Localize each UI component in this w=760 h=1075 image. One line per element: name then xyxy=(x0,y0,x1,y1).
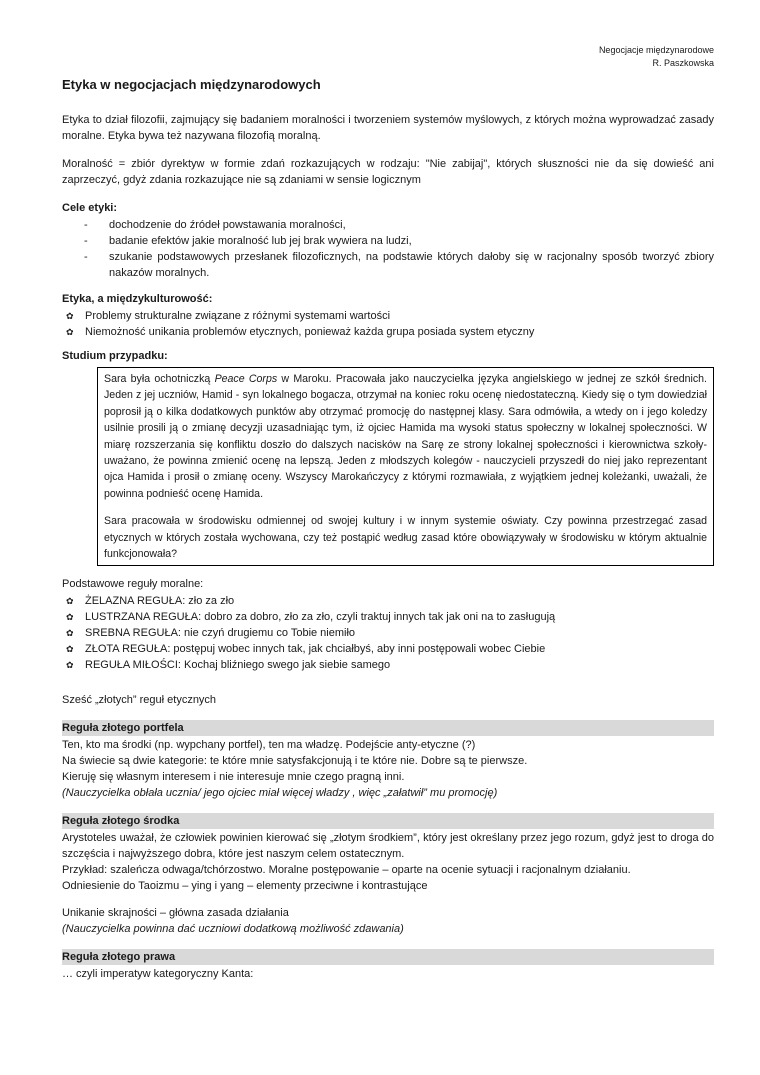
intro-paragraph: Etyka to dział filozofii, zajmujący się badaniem moralności i tworzeniem systemów myślowych, z których można wyprowadzać zasady moralne. Etyka bywa też nazywana filozofią moralną. xyxy=(62,114,714,142)
bullet-icon: ✿ xyxy=(66,628,74,639)
portfel-line: Kieruję się własnym interesem i nie interesuje mnie czego pragną inni. xyxy=(62,771,405,784)
header-course: Negocjacje międzynarodowe xyxy=(598,45,714,55)
portfel-line: Na świecie są dwie kategorie: te które mnie satysfakcjonują i te które nie. Dobre są te pierwsze. xyxy=(62,755,528,768)
morality-paragraph: Moralność = zbiór dyrektyw w formie zdań rozkazujących w rodzaju: "Nie zabijaj", których słuszności nie da się dowieść ani zaprzeczyć, gdyż zdania rozkazujące nie są zdaniami w sensie logicznym xyxy=(62,158,714,186)
bullet-icon: ✿ xyxy=(66,596,74,607)
page-header xyxy=(62,44,714,70)
bullet-icon: ✿ xyxy=(66,644,74,655)
list-item: - dochodzenie do źródeł powstawania moralności, xyxy=(84,219,346,231)
goals-heading: Cele etyki: xyxy=(62,202,118,214)
list-item: ✿ ŻELAZNA REGUŁA: zło za zło xyxy=(66,595,235,608)
portfel-line: Ten, kto ma środki (np. wypchany portfel), ten ma władzę. Podejście anty-etyczne (?) xyxy=(62,739,476,752)
rules-heading: Podstawowe reguły moralne: xyxy=(62,578,204,591)
srodek-example: Przykład: szaleńcza odwaga/tchórzostwo. Moralne postępowanie – oparte na ocenie sytuacji i racjonalnym działaniu. xyxy=(62,864,631,877)
document-title: Etyka w negocjacjach międzynarodowych xyxy=(62,77,321,92)
list-item: - szukanie podstawowych przesłanek filozoficznych, na podstawie których dałoby się w racjonalny sposób tworzyć zbiory nakazów moralnych. xyxy=(84,251,714,279)
list-item: ✿ Problemy strukturalne związane z różnymi systemami wartości xyxy=(66,310,391,322)
case-study-box xyxy=(97,367,714,566)
srodek-avoid: Unikanie skrajności – główna zasada działania xyxy=(62,907,289,920)
bullet-icon: ✿ xyxy=(66,660,74,671)
intercultural-heading: Etyka, a międzykulturowość: xyxy=(62,293,213,305)
intercultural-list xyxy=(62,308,714,340)
list-item: ✿ SREBNA REGUŁA: nie czyń drugiemu co Tobie niemiło xyxy=(66,627,356,640)
portfel-section-title: Reguła złotego portfela xyxy=(62,720,714,736)
document-page xyxy=(62,44,714,982)
rules-list xyxy=(62,593,714,673)
goals-list xyxy=(62,217,714,281)
bullet-icon: ✿ xyxy=(66,612,74,623)
bullet-icon: ✿ xyxy=(66,327,74,337)
srodek-note: (Nauczycielka powinna dać uczniowi dodatkową możliwość zdawania) xyxy=(62,923,404,936)
prawo-text: … czyli imperatyw kategoryczny Kanta: xyxy=(62,968,254,981)
header-author: R. Paszkowska xyxy=(652,58,714,68)
case-study-paragraph-2: Sara pracowała w środowisku odmiennej od swojej kultury i w innym systemie oświaty. Czy powinna przestrzegać zasad etycznych w których została wychowana, czy też postąpić według zasad które obowiązywały w środowisku w którym aktualnie funkcjonowała? xyxy=(104,515,707,561)
prawo-section-title: Reguła złotego prawa xyxy=(62,949,714,965)
list-item: ✿ LUSTRZANA REGUŁA: dobro za dobro, zło za zło, czyli traktuj innych tak jak oni na to zasługują xyxy=(66,611,556,624)
case-study-heading: Studium przypadku: xyxy=(62,350,168,362)
case-study-paragraph-1: Sara była ochotniczką Peace Corps w Maroku. Pracowała jako nauczycielka języka angielskiego w jednej ze szkół średnich. Jeden z jej uczniów, Hamid - syn lokalnego bogacza, otrzymał na koniec roku ocenę niedostateczną. Kiedy się o tym dowiedział poprosił ją o kilka dodatkowych punktów aby otrzymać promocję do następnej klasy. Sara odmówiła, a wtedy on i jego koledzy usilnie prosili ją o zmianę decyzji uzasadniając tym, iż ojciec Hamida ma wysoki status społeczny w lokalnej społeczności. W miarę rozszerzania się konfliktu doszło do dalszych nacisków na Sarę ze strony lokalnej społeczności i kierownictwa szkoły- uważano, że powinna zmienić ocenę na lepszą. Jeden z młodszych kolegów - nauczycieli przyszedł do niej jako reprezentant ojca Hamida i prosił o zmianę oceny. Wszyscy Marokańczycy z którymi rozmawiała, z wyjątkiem jednej koleżanki, uważali, że powinna podnieść ocenę Hamida. xyxy=(104,373,707,500)
six-rules-heading: Sześć „złotych” reguł etycznych xyxy=(62,694,217,707)
list-item: - badanie efektów jakie moralność lub jej brak wywiera na ludzi, xyxy=(84,235,412,247)
srodek-text: Arystoteles uważał, że człowiek powinien kierować się „złotym środkiem”, który jest określany przez jego rozum, gdyż jest to droga do szczęścia i najwyższego dobra, które jest naszym celem ostatecznym. xyxy=(62,832,714,861)
bullet-icon: ✿ xyxy=(66,311,74,321)
srodek-tao: Odniesienie do Taoizmu – ying i yang – elementy przeciwne i kontrastujące xyxy=(62,880,428,893)
srodek-section-title: Reguła złotego środka xyxy=(62,813,714,829)
list-item: ✿ REGUŁA MIŁOŚCI: Kochaj bliźniego swego jak siebie samego xyxy=(66,659,391,672)
portfel-note: (Nauczycielka obłała ucznia/ jego ojciec miał więcej władzy , więc „załatwił” mu promocję) xyxy=(62,787,498,800)
list-item: ✿ ZŁOTA REGUŁA: postępuj wobec innych tak, jak chciałbyś, aby inni postępowali wobec Ciebie xyxy=(66,643,546,656)
list-item: ✿ Niemożność unikania problemów etycznych, ponieważ każda grupa posiada system etyczny xyxy=(66,326,535,338)
